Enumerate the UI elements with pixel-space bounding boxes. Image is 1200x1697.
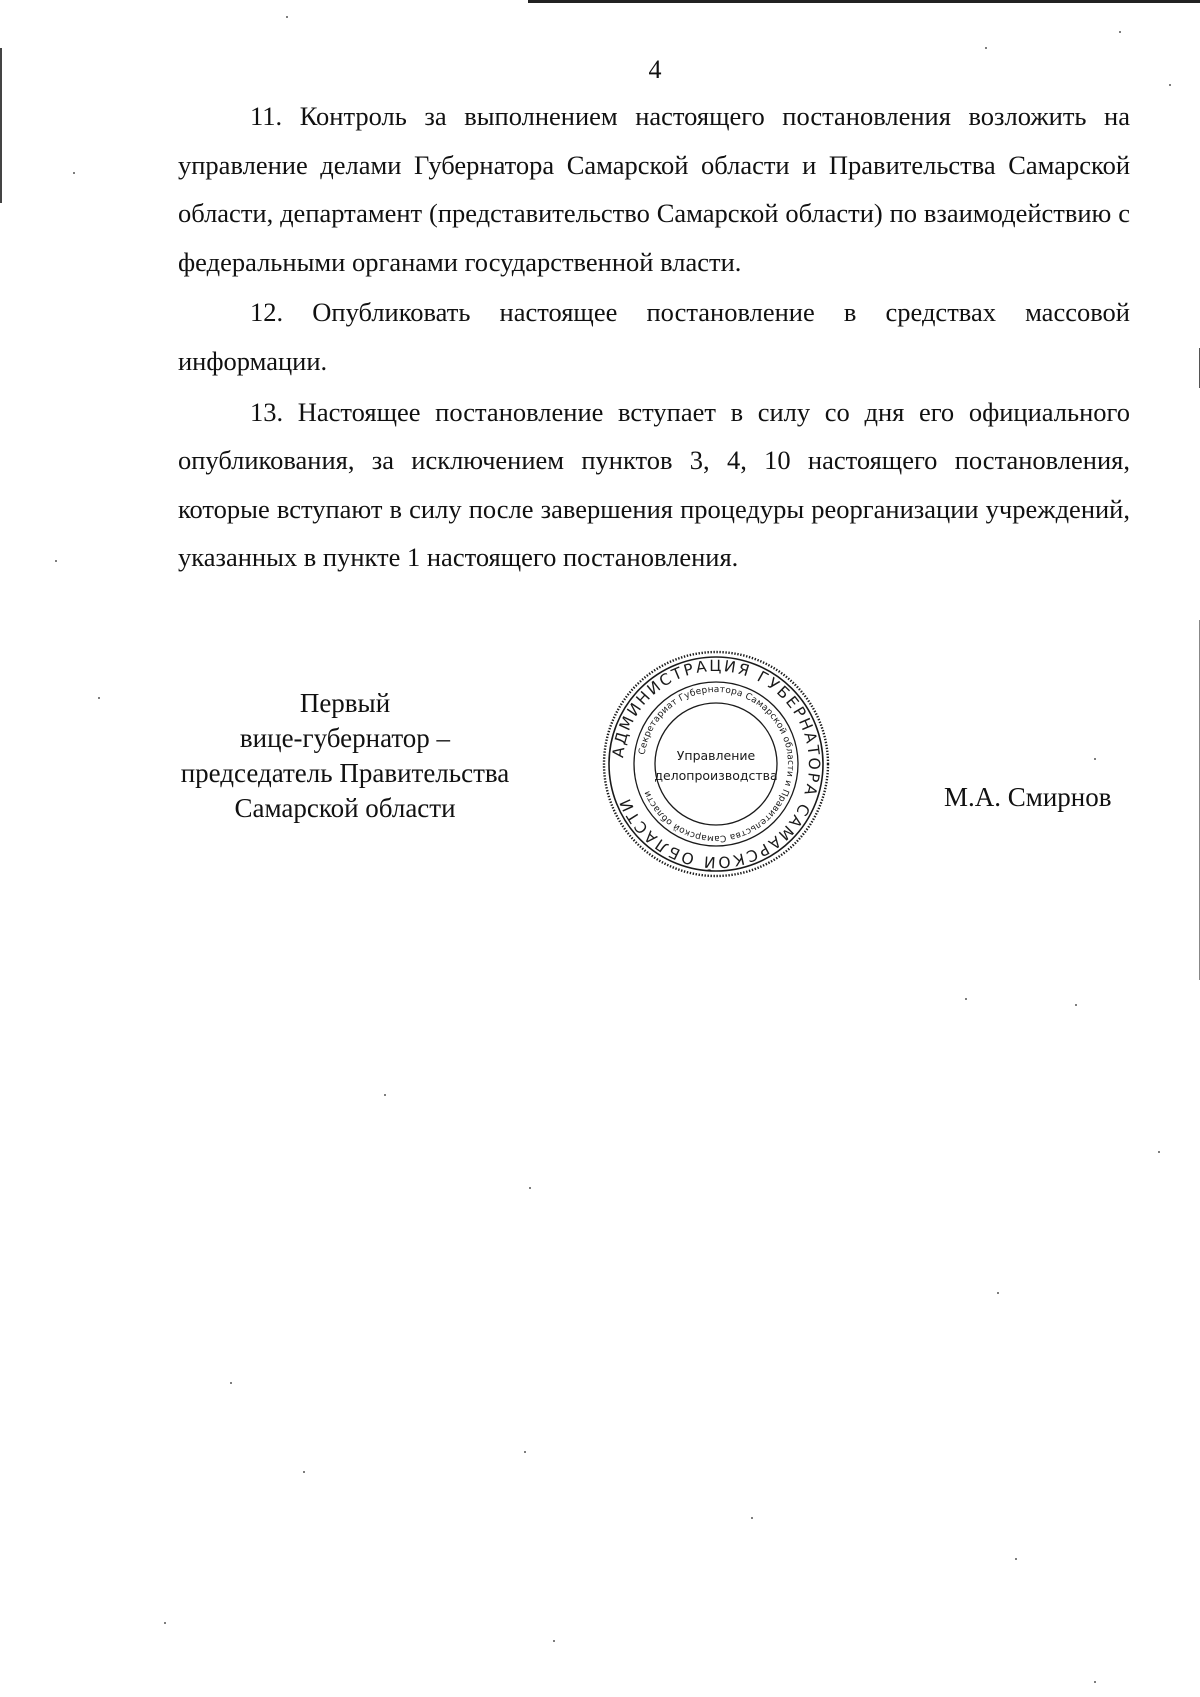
page-number: 4 xyxy=(648,55,662,84)
seal-outer-text: АДМИНИСТРАЦИЯ ГУБЕРНАТОРА САМАРСКОЙ ОБЛАСТИ xyxy=(609,656,824,872)
svg-text:Секретариат Губернатора Самарс xyxy=(638,685,795,843)
signatory-position xyxy=(160,686,530,826)
paragraph: 13. Настоящее постановление вступает в силу со дня его официального опубликования, за исключением пунктов 3, 4, 10 настоящего постановления, которые вступают в силу после завершения процедуры реорганизации учреждений, указанных в пункте 1 настоящего постановления. xyxy=(178,396,1130,573)
official-seal-stamp xyxy=(600,648,832,880)
paragraph: 11. Контроль за выполнением настоящего постановления возложить на управление делами Губернатора Самарской области и Правительства Самарской области, департамент (представительство Самарской области) по взаимодействию с федеральными органами государственной власти. xyxy=(178,101,1130,277)
paragraph: 12. Опубликовать настоящее постановление в средствах массовой информации. xyxy=(178,297,1130,376)
document-body xyxy=(178,92,1130,582)
signatory-name: М.А. Смирнов xyxy=(944,782,1112,812)
signatory-position-line: Первый xyxy=(299,688,391,718)
signatory-position-line: председатель Правительства xyxy=(180,758,510,788)
seal-center-line: делопроизводства xyxy=(654,768,778,783)
scan-top-rule xyxy=(528,0,1200,3)
seal-inner-text: Секретариат Губернатора Самарской области и Правительства Самарской области xyxy=(637,684,796,844)
signatory-position-line: Самарской области xyxy=(234,793,456,823)
signatory-position-line: вице-губернатор – xyxy=(239,723,451,753)
seal-center-line: Управление xyxy=(676,748,756,763)
